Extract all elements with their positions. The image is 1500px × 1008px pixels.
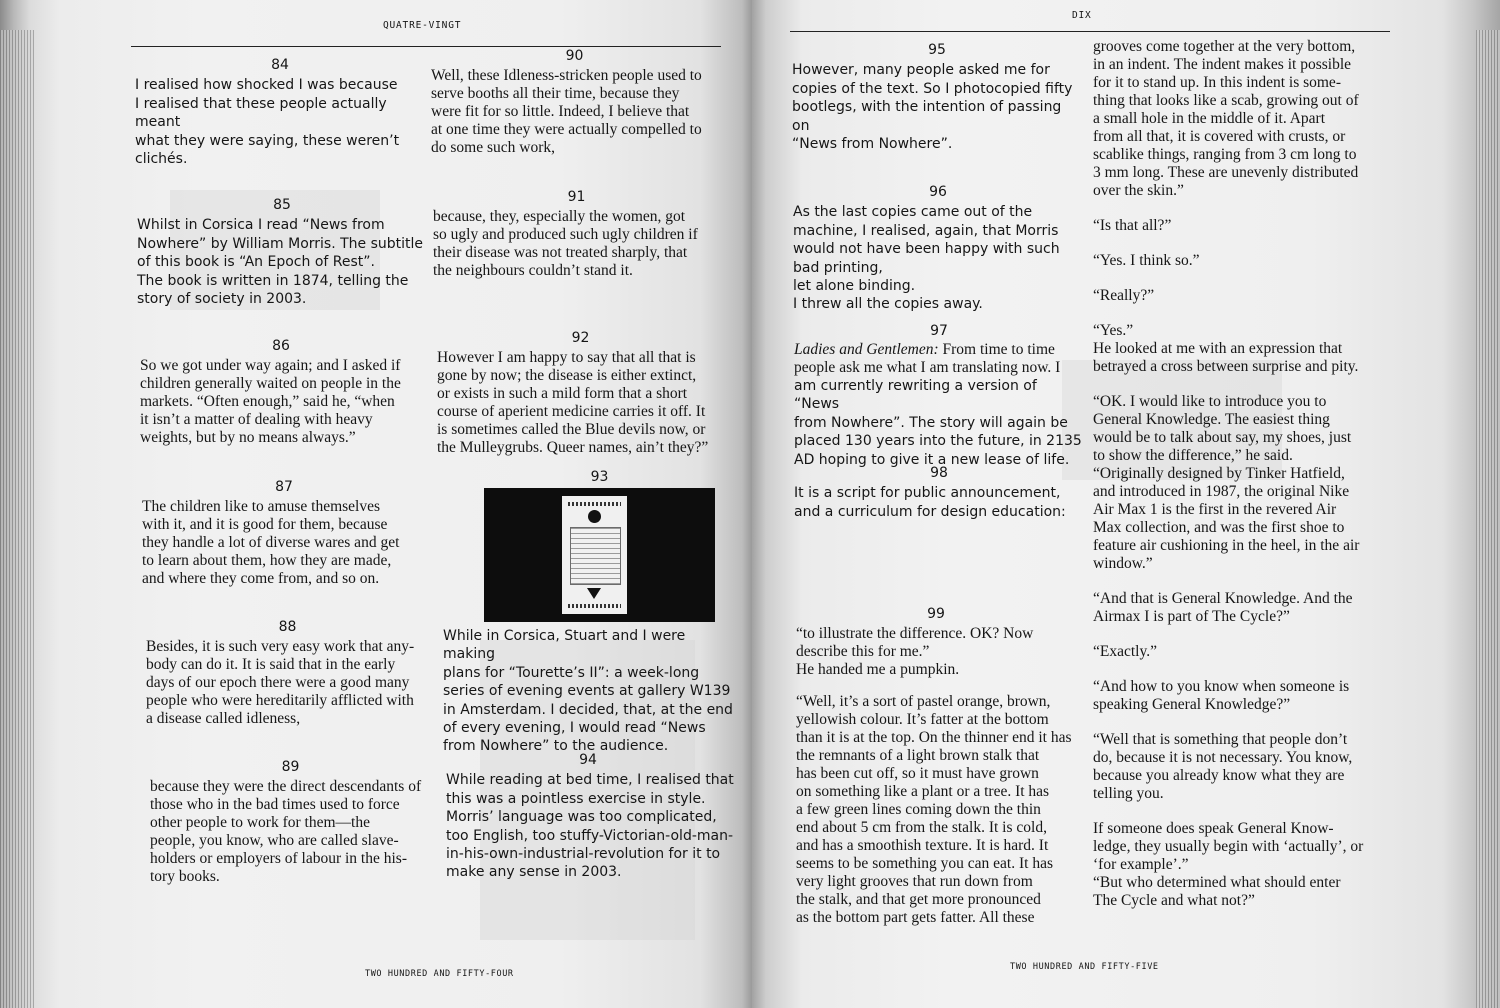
- entry-95: [792, 41, 1082, 153]
- entry-number: 89: [281, 759, 300, 775]
- text-line: weights, but by no means always.”: [140, 429, 356, 446]
- text-line: As the last copies came out of the: [793, 204, 1033, 221]
- text-line: The book is written in 1874, telling the: [137, 272, 409, 289]
- text-line: It is a script for public announcement,: [794, 485, 1061, 502]
- text-line: course of aperient medicine carries it off. It: [437, 403, 706, 420]
- entry-97: [794, 323, 1084, 469]
- ticket-text: [568, 502, 621, 506]
- text-line: tory books.: [150, 868, 220, 885]
- text-line: “Well, it’s a sort of pastel orange, brown,: [796, 693, 1051, 710]
- text-line: “Really?”: [1093, 287, 1155, 304]
- text-line: to learn about them, how they are made,: [142, 552, 392, 569]
- entry-number: 87: [275, 479, 293, 495]
- text-line: If someone does speak General Know-: [1093, 820, 1334, 837]
- paragraph: [1093, 252, 1379, 270]
- running-head: QUATRE-VINGT: [383, 20, 462, 31]
- text-line: bootlegs, with the intention of passing on: [792, 99, 1062, 134]
- paragraph: [1093, 590, 1379, 626]
- text-line: seems to be something you can eat. It has: [796, 855, 1053, 872]
- text-line: “News from Nowhere”.: [792, 136, 953, 153]
- text-line: I realised that these people actually meant: [135, 95, 387, 131]
- entry-89: [150, 758, 431, 886]
- text-line: So we got under way again; and I asked if: [140, 357, 401, 374]
- text-line: than it is at the top. On the thinner end it has: [796, 729, 1072, 746]
- text-line: “OK. I would like to introduce you to: [1093, 393, 1327, 410]
- right-page: [752, 0, 1500, 1008]
- entry-91: [433, 188, 720, 280]
- text-line: in an indent. The indent makes it possible: [1093, 56, 1352, 73]
- text-line: people, you know, who are called slave-: [150, 832, 399, 849]
- text-line: people who were hereditarily afflicted with: [146, 692, 414, 709]
- text-line: because you already know what they are: [1093, 767, 1345, 784]
- text-line: He handed me a pumpkin.: [796, 661, 960, 678]
- text-line: for it to stand up. In this indent is some-: [1093, 74, 1341, 91]
- text-line: bad printing,: [793, 259, 883, 276]
- text-line: in Amsterdam. I decided, that, at the end: [443, 701, 733, 718]
- text-line: serve booths all their time, because they: [431, 85, 680, 102]
- text-line: “And that is General Knowledge. And the: [1093, 590, 1353, 607]
- text-line: Nowhere” by William Morris. The subtitle: [137, 235, 424, 252]
- text-line: He looked at me with an expression that: [1093, 340, 1343, 357]
- entry-number: 98: [930, 465, 948, 481]
- text-line: I realised how shocked I was because: [135, 77, 398, 94]
- text-line: very light grooves that run down from: [796, 873, 1033, 890]
- text-line: of this book is “An Epoch of Rest”.: [137, 254, 375, 271]
- entry-number: 99: [927, 606, 945, 622]
- text-line: the neighbours couldn’t stand it.: [433, 262, 633, 279]
- entry-93-number-wrap: [484, 469, 715, 487]
- text-line: this was a pointless exercise in style.: [446, 790, 706, 807]
- running-head: DIX: [1072, 10, 1092, 21]
- folio: TWO HUNDRED AND FIFTY-FOUR: [365, 969, 514, 979]
- paragraph: [1093, 322, 1379, 376]
- ticket-photo: [484, 488, 715, 622]
- entry-88: [146, 618, 429, 728]
- text-line: Besides, it is such very easy work that any-: [146, 638, 415, 655]
- text-line: because they were the direct descendants of: [150, 778, 422, 795]
- entry-98: [794, 464, 1084, 521]
- ticket-text: [568, 604, 621, 608]
- text-line: as the bottom part gets fatter. All these: [796, 909, 1035, 926]
- text-line: a disease called idleness,: [146, 710, 301, 727]
- text-line: plans for “Tourette’s II”: a week-long: [443, 664, 700, 681]
- text-line: feature air cushioning in the heel, in the air: [1093, 537, 1360, 554]
- text-line: and has a smoothish texture. It is hard. It: [796, 837, 1049, 854]
- text-line: grooves come together at the very bottom,: [1093, 38, 1356, 55]
- text-line: scablike things, ranging from 3 cm long to: [1093, 146, 1357, 163]
- text-span: From time to time: [938, 341, 1055, 358]
- entry-number: 93: [590, 469, 609, 485]
- page-edges-left: [0, 30, 34, 1008]
- text-line: telling you.: [1093, 785, 1164, 802]
- text-line: it isn’t a matter of dealing with heavy: [140, 411, 373, 428]
- paragraph: [1093, 393, 1379, 573]
- text-line: or exists in such a mild form that a short: [437, 385, 688, 402]
- text-line: However, many people asked me for: [792, 62, 1050, 79]
- text-line: make any sense in 2003.: [446, 864, 622, 881]
- text-line: “Yes. I think so.”: [1093, 252, 1200, 269]
- text-line: “Yes.”: [1093, 322, 1134, 339]
- dialogue-column: [1093, 38, 1379, 910]
- text-line: what they were saying, these weren’t: [135, 132, 400, 149]
- text-line: While in Corsica, Stuart and I were making: [443, 628, 686, 663]
- text-line: in-his-own-industrial-revolution for it to: [446, 846, 721, 863]
- paragraph: [1093, 820, 1379, 910]
- page-edges-right: [1476, 30, 1500, 1008]
- text-line: “But who determined what should enter: [1093, 874, 1341, 891]
- text-line: from Nowhere” to the audience.: [443, 738, 669, 755]
- paragraph: [1093, 678, 1379, 714]
- text-line: their disease was not treated sharply, that: [433, 244, 688, 261]
- text-line: so ugly and produced such ugly children if: [433, 226, 698, 243]
- text-line: The Cycle and what not?”: [1093, 892, 1255, 909]
- entry-93: [443, 627, 735, 756]
- text-line: is sometimes called the Blue devils now, or: [437, 421, 706, 438]
- entry-number: 84: [271, 57, 289, 73]
- text-line: a small hole in the middle of it. Apart: [1093, 110, 1326, 127]
- text-line: “Originally designed by Tinker Hatfield,: [1093, 465, 1345, 482]
- text-line: “Is that all?”: [1093, 217, 1172, 234]
- text-line: story of society in 2003.: [137, 291, 307, 308]
- entry-number: 92: [571, 330, 590, 346]
- text-line: they handle a lot of diverse wares and get: [142, 534, 400, 551]
- entry-number: 97: [930, 323, 948, 339]
- text-line: and introduced in 1987, the original Nike: [1093, 483, 1350, 500]
- text-line: would be to talk about say, my shoes, just: [1093, 429, 1352, 446]
- text-line: let alone binding.: [793, 278, 916, 295]
- text-line: “Exactly.”: [1093, 643, 1157, 660]
- text-line: markets. “Often enough,” said he, “when: [140, 393, 395, 410]
- text-line: ledge, they usually begin with ‘actually’, or: [1093, 838, 1364, 855]
- entry-99: [796, 605, 1076, 679]
- text-line: copies of the text. So I photocopied fifty: [792, 80, 1073, 97]
- text-line: machine, I realised, again, that Morris: [793, 222, 1059, 239]
- entry-84: [135, 56, 425, 168]
- entry-85: [137, 196, 427, 308]
- paragraph: [1093, 731, 1379, 803]
- text-line: “And how to you know when someone is: [1093, 678, 1350, 695]
- text-line: do some such work,: [431, 139, 555, 156]
- text-line: holders or employers of labour in the his-: [150, 850, 407, 867]
- text-line: too English, too stuffy-Victorian-old-man-: [446, 827, 734, 844]
- text-line: and where they come from, and so on.: [142, 570, 380, 587]
- text-line: days of our epoch there were a good many: [146, 674, 410, 691]
- text-line: clichés.: [135, 151, 188, 168]
- entry-number: 94: [579, 752, 597, 768]
- paragraph: [1093, 643, 1379, 661]
- entry-number: 88: [278, 619, 297, 635]
- entry-86: [140, 337, 422, 447]
- text-line: “Well that is something that people don’t: [1093, 731, 1348, 748]
- text-line: the Mulleygrubs. Queer names, ain’t they?”: [437, 439, 709, 456]
- entry-96: [793, 183, 1083, 314]
- pumpkin-description: [796, 693, 1072, 927]
- text-line: end about 5 cm from the stalk. It is cold,: [796, 819, 1047, 836]
- text-line: series of evening events at gallery W139: [443, 683, 731, 700]
- text-line: Well, these Idleness-stricken people used to: [431, 67, 702, 84]
- text-line: over the skin.”: [1093, 182, 1184, 199]
- text-line: the stalk, and that get more pronounced: [796, 891, 1041, 908]
- text-line: Max collection, and was the first shoe to: [1093, 519, 1345, 536]
- entry-number: 90: [565, 48, 584, 64]
- text-line: other people to work for them—the: [150, 814, 370, 831]
- paragraph: [1093, 38, 1379, 200]
- text-line: Morris’ language was too complicated,: [446, 809, 717, 826]
- text-line: would not have been happy with such: [793, 241, 1060, 258]
- text-line: However I am happy to say that all that is: [437, 349, 696, 366]
- text-line: on something like a plant or a tree. It has: [796, 783, 1050, 800]
- entry-number: 91: [567, 189, 586, 205]
- text-line: While reading at bed time, I realised that: [446, 772, 734, 789]
- entry-number: 96: [929, 184, 947, 200]
- text-line: yellowish colour. It’s fatter at the bottom: [796, 711, 1049, 728]
- text-line: and a curriculum for design education:: [794, 503, 1066, 520]
- text-line: a few green lines coming down the thin: [796, 801, 1041, 818]
- text-line: body can do it. It is said that in the early: [146, 656, 396, 673]
- folio: TWO HUNDRED AND FIFTY-FIVE: [1010, 962, 1159, 972]
- italic-salutation: Ladies and Gentlemen:: [794, 341, 939, 358]
- text-line: speaking General Knowledge?”: [1093, 696, 1291, 713]
- entry-number: 95: [928, 42, 946, 58]
- entry-94: [446, 751, 736, 882]
- entry-90: [431, 47, 718, 157]
- text-line: Airmax I is part of The Cycle?”: [1093, 608, 1290, 625]
- ticket-dot: [588, 510, 601, 523]
- text-line: people ask me what I am translating now. I: [794, 359, 1061, 376]
- entry-92: [437, 329, 724, 457]
- text-line: with it, and it is good for them, because: [142, 516, 388, 533]
- ticket-print: [570, 527, 621, 585]
- text-line: describe this for me.”: [796, 643, 930, 660]
- text-line: General Knowledge. The easiest thing: [1093, 411, 1330, 428]
- entry-number: 85: [273, 197, 291, 213]
- text-line: I threw all the copies away.: [793, 296, 983, 313]
- paragraph: [1093, 287, 1379, 305]
- text-line: “to illustrate the difference. OK? Now: [796, 625, 1034, 642]
- entry-number: 86: [272, 338, 290, 354]
- ticket-triangle: [587, 588, 601, 599]
- text-line: placed 130 years into the future, in 2135: [794, 433, 1082, 450]
- text-line: at one time they were actually compelled to: [431, 121, 702, 138]
- header-rule: [790, 31, 1390, 32]
- text-line: has been cut off, so it must have grown: [796, 765, 1039, 782]
- text-line: because, they, especially the women, got: [433, 208, 686, 225]
- text-line: do, because it is not necessary. You know,: [1093, 749, 1353, 766]
- text-line: of every evening, I would read “News: [443, 720, 706, 737]
- text-line: thing that looks like a scab, growing out of: [1093, 92, 1359, 109]
- text-line: 3 mm long. These are unevenly distributed: [1093, 164, 1359, 181]
- text-line: Whilst in Corsica I read “News from: [137, 217, 385, 234]
- text-line: those who in the bad times used to force: [150, 796, 400, 813]
- text-line: gone by now; the disease is either extinct,: [437, 367, 697, 384]
- text-line: window.”: [1093, 555, 1153, 572]
- text-line: AD hoping to give it a new lease of life.: [794, 451, 1070, 468]
- text-line: the remnants of a light brown stalk that: [796, 747, 1040, 764]
- ticket-image: [562, 496, 627, 614]
- paragraph: [1093, 217, 1379, 235]
- text-line: ‘for example’.”: [1093, 856, 1189, 873]
- text-line: children generally waited on people in the: [140, 375, 401, 392]
- text-line: from Nowhere”. The story will again be: [794, 414, 1068, 431]
- text-line: to show the difference,” he said.: [1093, 447, 1293, 464]
- text-line: The children like to amuse themselves: [142, 498, 381, 515]
- text-line: am currently rewriting a version of “News: [794, 378, 1037, 413]
- text-line: from all that, it is covered with crusts, or: [1093, 128, 1346, 145]
- text-line: were fit for so little. Indeed, I believe that: [431, 103, 690, 120]
- text-line: Air Max 1 is the first in the revered Air: [1093, 501, 1337, 518]
- text-line: betrayed a cross between surprise and pity.: [1093, 358, 1359, 375]
- entry-87: [142, 478, 426, 588]
